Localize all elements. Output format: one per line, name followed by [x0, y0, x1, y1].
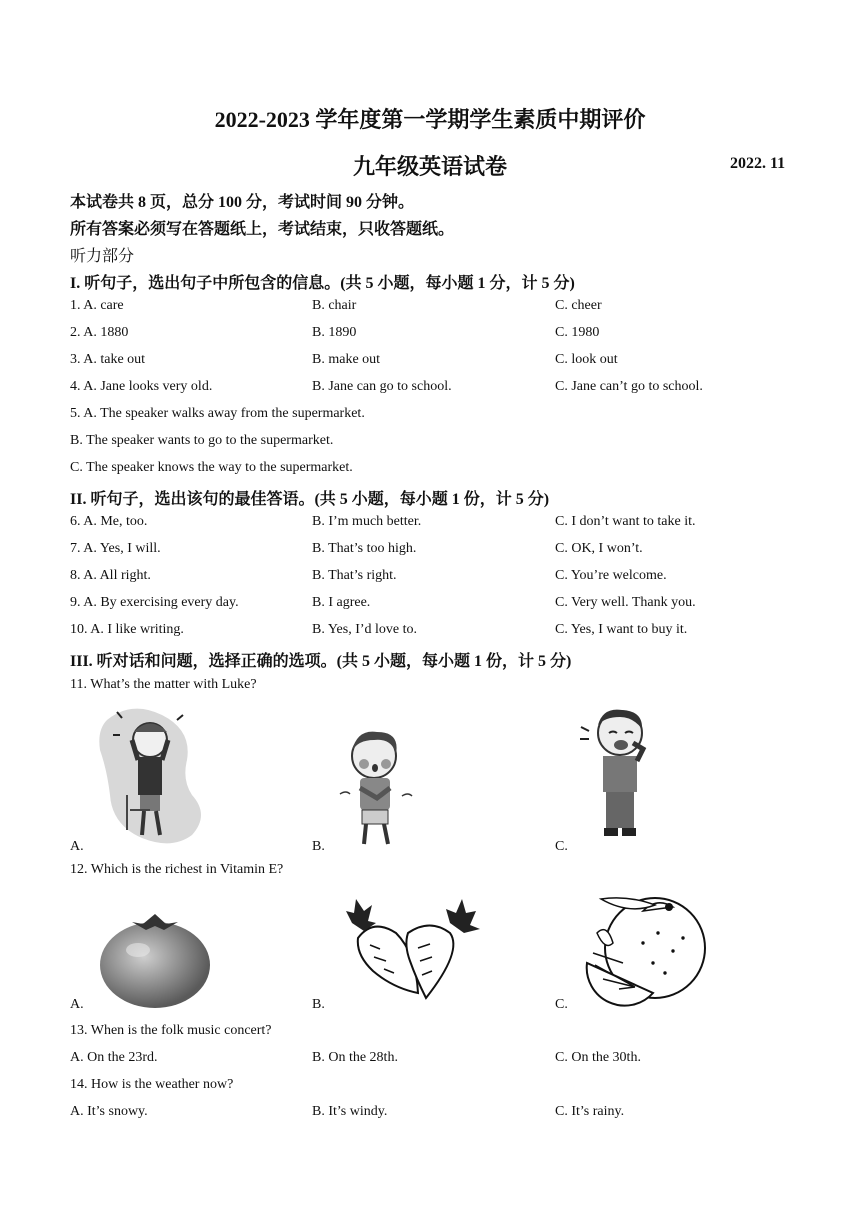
q5-option-b: B. The speaker wants to go to the supermarket.	[70, 433, 334, 448]
q7-option-c: C. OK, I won’t.	[555, 541, 643, 556]
q10-option-b: B. Yes, I’d love to.	[312, 622, 418, 637]
q13-option-c: C. On the 30th.	[555, 1050, 641, 1065]
q9-option-b: B. I agree.	[312, 595, 371, 610]
page-title: 2022-2023 学年度第一学期学生素质中期评价	[214, 107, 646, 132]
q4-option-c: C. Jane can’t go to school.	[555, 379, 703, 394]
q13-option-b: B. On the 28th.	[312, 1050, 398, 1065]
q4-option-a: 4. A. Jane looks very old.	[70, 379, 213, 394]
q10-option-c: C. Yes, I want to buy it.	[555, 622, 688, 637]
q14-option-b: B. It’s windy.	[312, 1104, 388, 1119]
intro-line-answers: 所有答案必须写在答题纸上，考试结束，只收答题纸。	[70, 221, 455, 238]
q2-option-a: 2. A. 1880	[70, 325, 129, 340]
section-listening: 听力部分	[70, 248, 135, 265]
carrots-image	[338, 893, 488, 1005]
q1-option-a: 1. A. care	[70, 298, 124, 313]
toothache-boy-image	[575, 703, 665, 848]
q12-label-b: B.	[312, 997, 325, 1012]
q13-option-a: A. On the 23rd.	[70, 1050, 158, 1065]
q10-option-a: 10. A. I like writing.	[70, 622, 184, 637]
q11-label-b: B.	[312, 839, 325, 854]
q13-question: 13. When is the folk music concert?	[70, 1023, 272, 1038]
q7-option-a: 7. A. Yes, I will.	[70, 541, 161, 556]
q14-option-c: C. It’s rainy.	[555, 1104, 625, 1119]
q12-question: 12. Which is the richest in Vitamin E?	[70, 862, 284, 877]
q3-option-b: B. make out	[312, 352, 381, 367]
page-subtitle: 九年级英语试卷	[352, 154, 507, 179]
q8-option-a: 8. A. All right.	[70, 568, 151, 583]
exam-date: 2022. 11	[730, 155, 786, 172]
q8-option-c: C. You’re welcome.	[555, 568, 667, 583]
q11-question: 11. What’s the matter with Luke?	[70, 677, 257, 692]
q1-option-b: B. chair	[312, 298, 357, 313]
q14-question: 14. How is the weather now?	[70, 1077, 234, 1092]
q5-option-c: C. The speaker knows the way to the supermarket.	[70, 460, 353, 475]
headache-boy-image	[92, 700, 217, 845]
q2-option-c: C. 1980	[555, 325, 600, 340]
q9-option-a: 9. A. By exercising every day.	[70, 595, 239, 610]
tomato-image	[98, 910, 213, 1010]
q14-option-a: A. It’s snowy.	[70, 1104, 148, 1119]
part2-heading: II. 听句子，选出该句的最佳答语。(共 5 小题，每小题 1 份，计 5 分)	[70, 491, 550, 508]
q6-option-b: B. I’m much better.	[312, 514, 422, 529]
q9-option-c: C. Very well. Thank you.	[555, 595, 696, 610]
q5-option-a: 5. A. The speaker walks away from the supermarket.	[70, 406, 365, 421]
orange-image	[583, 893, 711, 1008]
part3-heading: III. 听对话和问题，选择正确的选项。(共 5 小题，每小题 1 份，计 5 分)	[70, 653, 572, 670]
sick-boy-image	[332, 726, 417, 851]
q2-option-b: B. 1890	[312, 325, 357, 340]
q11-label-c: C.	[555, 839, 568, 854]
part1-heading: I. 听句子，选出句子中所包含的信息。(共 5 小题，每小题 1 分，计 5 分)	[70, 275, 575, 292]
q7-option-b: B. That’s too high.	[312, 541, 417, 556]
q12-label-a: A.	[70, 997, 84, 1012]
q6-option-c: C. I don’t want to take it.	[555, 514, 696, 529]
q4-option-b: B. Jane can go to school.	[312, 379, 452, 394]
q6-option-a: 6. A. Me, too.	[70, 514, 148, 529]
q3-option-a: 3. A. take out	[70, 352, 146, 367]
intro-line-pages: 本试卷共 8 页，总分 100 分，考试时间 90 分钟。	[70, 194, 415, 211]
q1-option-c: C. cheer	[555, 298, 602, 313]
q12-label-c: C.	[555, 997, 568, 1012]
q8-option-b: B. That’s right.	[312, 568, 397, 583]
q11-label-a: A.	[70, 839, 84, 854]
q3-option-c: C. look out	[555, 352, 618, 367]
